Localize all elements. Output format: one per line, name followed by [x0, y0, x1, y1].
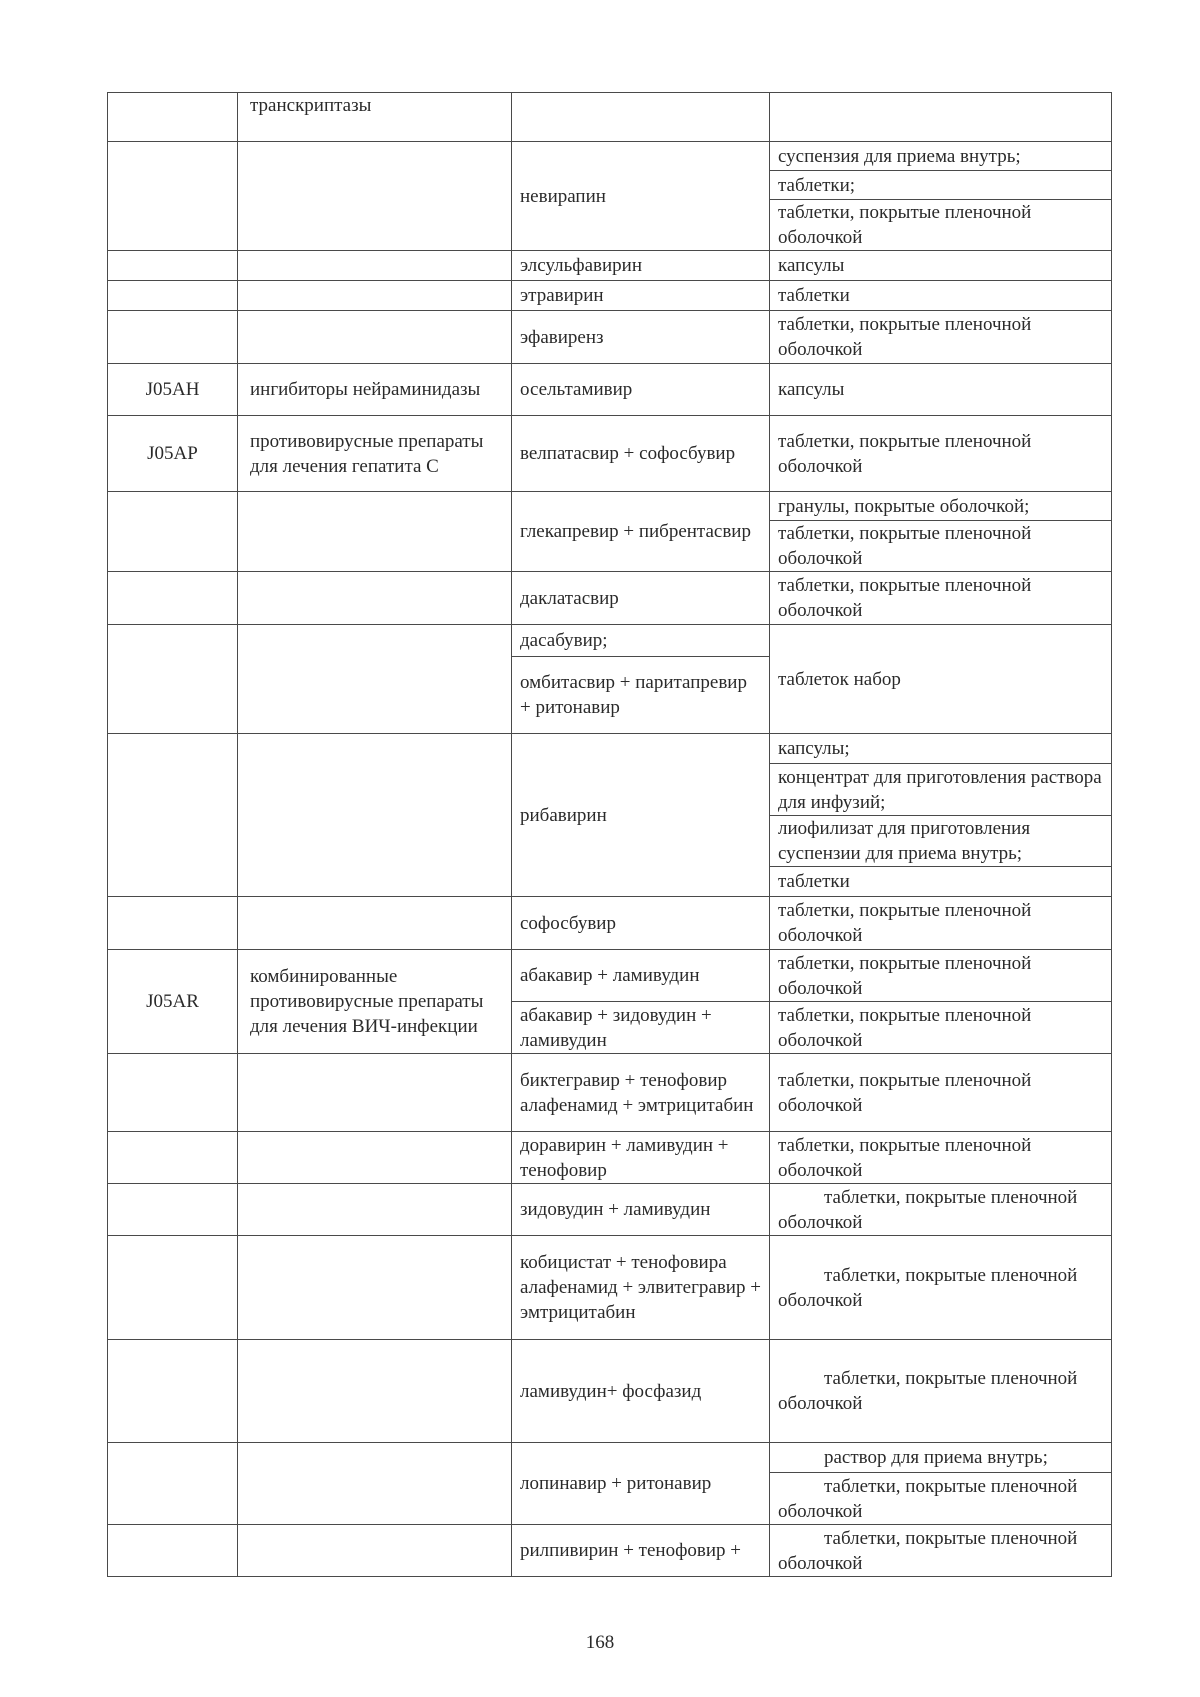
table-row — [108, 950, 1112, 1002]
table-row — [108, 311, 1112, 364]
table-row — [108, 1054, 1112, 1132]
atc-code-cell — [108, 1184, 238, 1236]
atc-class-cell: транскриптазы — [238, 93, 512, 142]
table-row — [108, 1236, 1112, 1340]
drug-name-cell: доравирин + ламивудин + тенофовир — [512, 1132, 770, 1184]
page-number: 168 — [585, 1632, 615, 1653]
drug-name-cell: осельтамивир — [512, 364, 770, 416]
dosage-form-cell: лиофилизат для приготовления суспензии для приема внутрь; — [770, 816, 1112, 867]
atc-code-cell — [108, 311, 238, 364]
atc-class-cell — [238, 1236, 512, 1340]
drug-name-cell: софосбувир — [512, 897, 770, 950]
dosage-form-cell: таблетки, покрытые пленочной оболочкой — [770, 950, 1112, 1002]
drug-name-cell: зидовудин + ламивудин — [512, 1184, 770, 1236]
atc-class-cell — [238, 142, 512, 251]
dosage-form-cell: капсулы — [770, 364, 1112, 416]
atc-class-cell — [238, 311, 512, 364]
atc-class-cell — [238, 1132, 512, 1184]
atc-code-cell: J05AH — [108, 364, 238, 416]
atc-class-cell — [238, 281, 512, 311]
drug-name-cell — [512, 93, 770, 142]
atc-code-cell — [108, 1525, 238, 1577]
dosage-form-cell — [770, 93, 1112, 142]
atc-code-cell — [108, 897, 238, 950]
drug-name-cell: велпатасвир + софосбувир — [512, 416, 770, 492]
drug-name-cell: абакавир + зидовудин + ламивудин — [512, 1002, 770, 1054]
dosage-form-cell: капсулы — [770, 251, 1112, 281]
table-row — [108, 1340, 1112, 1443]
drug-name-cell: рибавирин — [512, 734, 770, 897]
table-row — [108, 625, 1112, 657]
table-row — [108, 416, 1112, 492]
atc-code-cell — [108, 1443, 238, 1525]
dosage-form-cell: таблеток набор — [770, 625, 1112, 734]
dosage-form-cell: таблетки, покрытые пленочной оболочкой — [770, 1473, 1112, 1525]
drug-name-cell: ламивудин+ фосфазид — [512, 1340, 770, 1443]
atc-code-cell: J05AP — [108, 416, 238, 492]
dosage-form-cell: концентрат для приготовления раствора для инфузий; — [770, 764, 1112, 816]
dosage-form-cell: таблетки, покрытые пленочной оболочкой — [770, 1054, 1112, 1132]
atc-class-cell — [238, 897, 512, 950]
table-row — [108, 1184, 1112, 1236]
drug-name-cell: невирапин — [512, 142, 770, 251]
atc-class-cell — [238, 251, 512, 281]
atc-code-cell — [108, 1340, 238, 1443]
drug-name-cell: омбитасвир + паритапревир + ритонавир — [512, 657, 770, 734]
table-row — [108, 251, 1112, 281]
dosage-form-cell: таблетки, покрытые пленочной оболочкой — [770, 572, 1112, 625]
dosage-form-cell: таблетки — [770, 281, 1112, 311]
table-row — [108, 1443, 1112, 1473]
atc-code-cell — [108, 142, 238, 251]
drug-name-cell: элсульфавирин — [512, 251, 770, 281]
atc-class-cell — [238, 1184, 512, 1236]
table-row — [108, 734, 1112, 764]
atc-class-cell — [238, 1443, 512, 1525]
atc-code-cell — [108, 625, 238, 734]
dosage-form-cell: таблетки — [770, 867, 1112, 897]
dosage-form-cell: таблетки, покрытые пленочной оболочкой — [770, 897, 1112, 950]
dosage-form-cell: таблетки, покрытые пленочной оболочкой — [770, 416, 1112, 492]
atc-code-cell — [108, 1054, 238, 1132]
atc-class-cell: ингибиторы нейраминидазы — [238, 364, 512, 416]
atc-code-cell — [108, 281, 238, 311]
dosage-form-cell: таблетки, покрытые пленочной оболочкой — [770, 1340, 1112, 1443]
atc-class-cell — [238, 625, 512, 734]
drug-name-cell: глекапревир + пибрентасвир — [512, 492, 770, 572]
drug-name-cell: этравирин — [512, 281, 770, 311]
table-row — [108, 492, 1112, 521]
dosage-form-cell: таблетки, покрытые пленочной оболочкой — [770, 521, 1112, 572]
dosage-form-cell: таблетки, покрытые пленочной оболочкой — [770, 311, 1112, 364]
atc-class-cell — [238, 1525, 512, 1577]
dosage-form-cell: таблетки, покрытые пленочной оболочкой — [770, 1525, 1112, 1577]
atc-code-cell: J05AR — [108, 950, 238, 1054]
drug-name-cell: рилпивирин + тенофовир + — [512, 1525, 770, 1577]
atc-code-cell — [108, 734, 238, 897]
dosage-form-cell: таблетки, покрытые пленочной оболочкой — [770, 1184, 1112, 1236]
drug-name-cell: эфавиренз — [512, 311, 770, 364]
dosage-form-cell: таблетки, покрытые пленочной оболочкой — [770, 1002, 1112, 1054]
dosage-form-cell: капсулы; — [770, 734, 1112, 764]
atc-code-cell — [108, 1236, 238, 1340]
atc-class-cell — [238, 734, 512, 897]
table-row — [108, 93, 1112, 142]
atc-class-cell: противовирусные препараты для лечения гепатита C — [238, 416, 512, 492]
atc-code-cell — [108, 93, 238, 142]
drug-name-cell: лопинавир + ритонавир — [512, 1443, 770, 1525]
atc-class-cell — [238, 572, 512, 625]
dosage-form-cell: таблетки, покрытые пленочной оболочкой — [770, 1236, 1112, 1340]
atc-code-cell — [108, 1132, 238, 1184]
atc-class-cell — [238, 1054, 512, 1132]
drug-table — [107, 92, 1112, 1577]
table-row — [108, 281, 1112, 311]
drug-name-cell: дасабувир; — [512, 625, 770, 657]
atc-class-cell — [238, 1340, 512, 1443]
drug-name-cell: биктегравир + тенофовир алафенамид + эмтрицитабин — [512, 1054, 770, 1132]
atc-class-cell: комбинированные противовирусные препараты для лечения ВИЧ-инфекции — [238, 950, 512, 1054]
dosage-form-cell: таблетки, покрытые пленочной оболочкой — [770, 1132, 1112, 1184]
atc-code-cell — [108, 572, 238, 625]
drug-name-cell: кобицистат + тенофовира алафенамид + элвитегравир + эмтрицитабин — [512, 1236, 770, 1340]
dosage-form-cell: раствор для приема внутрь; — [770, 1443, 1112, 1473]
dosage-form-cell: таблетки; — [770, 171, 1112, 200]
dosage-form-cell: таблетки, покрытые пленочной оболочкой — [770, 200, 1112, 251]
atc-class-cell — [238, 492, 512, 572]
drug-name-cell: даклатасвир — [512, 572, 770, 625]
table-row — [108, 1525, 1112, 1577]
atc-code-cell — [108, 251, 238, 281]
drug-name-cell: абакавир + ламивудин — [512, 950, 770, 1002]
dosage-form-cell: суспензия для приема внутрь; — [770, 142, 1112, 171]
table-row — [108, 572, 1112, 625]
atc-code-cell — [108, 492, 238, 572]
table-row — [108, 142, 1112, 171]
table-row — [108, 1132, 1112, 1184]
table-row — [108, 364, 1112, 416]
dosage-form-cell: гранулы, покрытые оболочкой; — [770, 492, 1112, 521]
table-row — [108, 897, 1112, 950]
